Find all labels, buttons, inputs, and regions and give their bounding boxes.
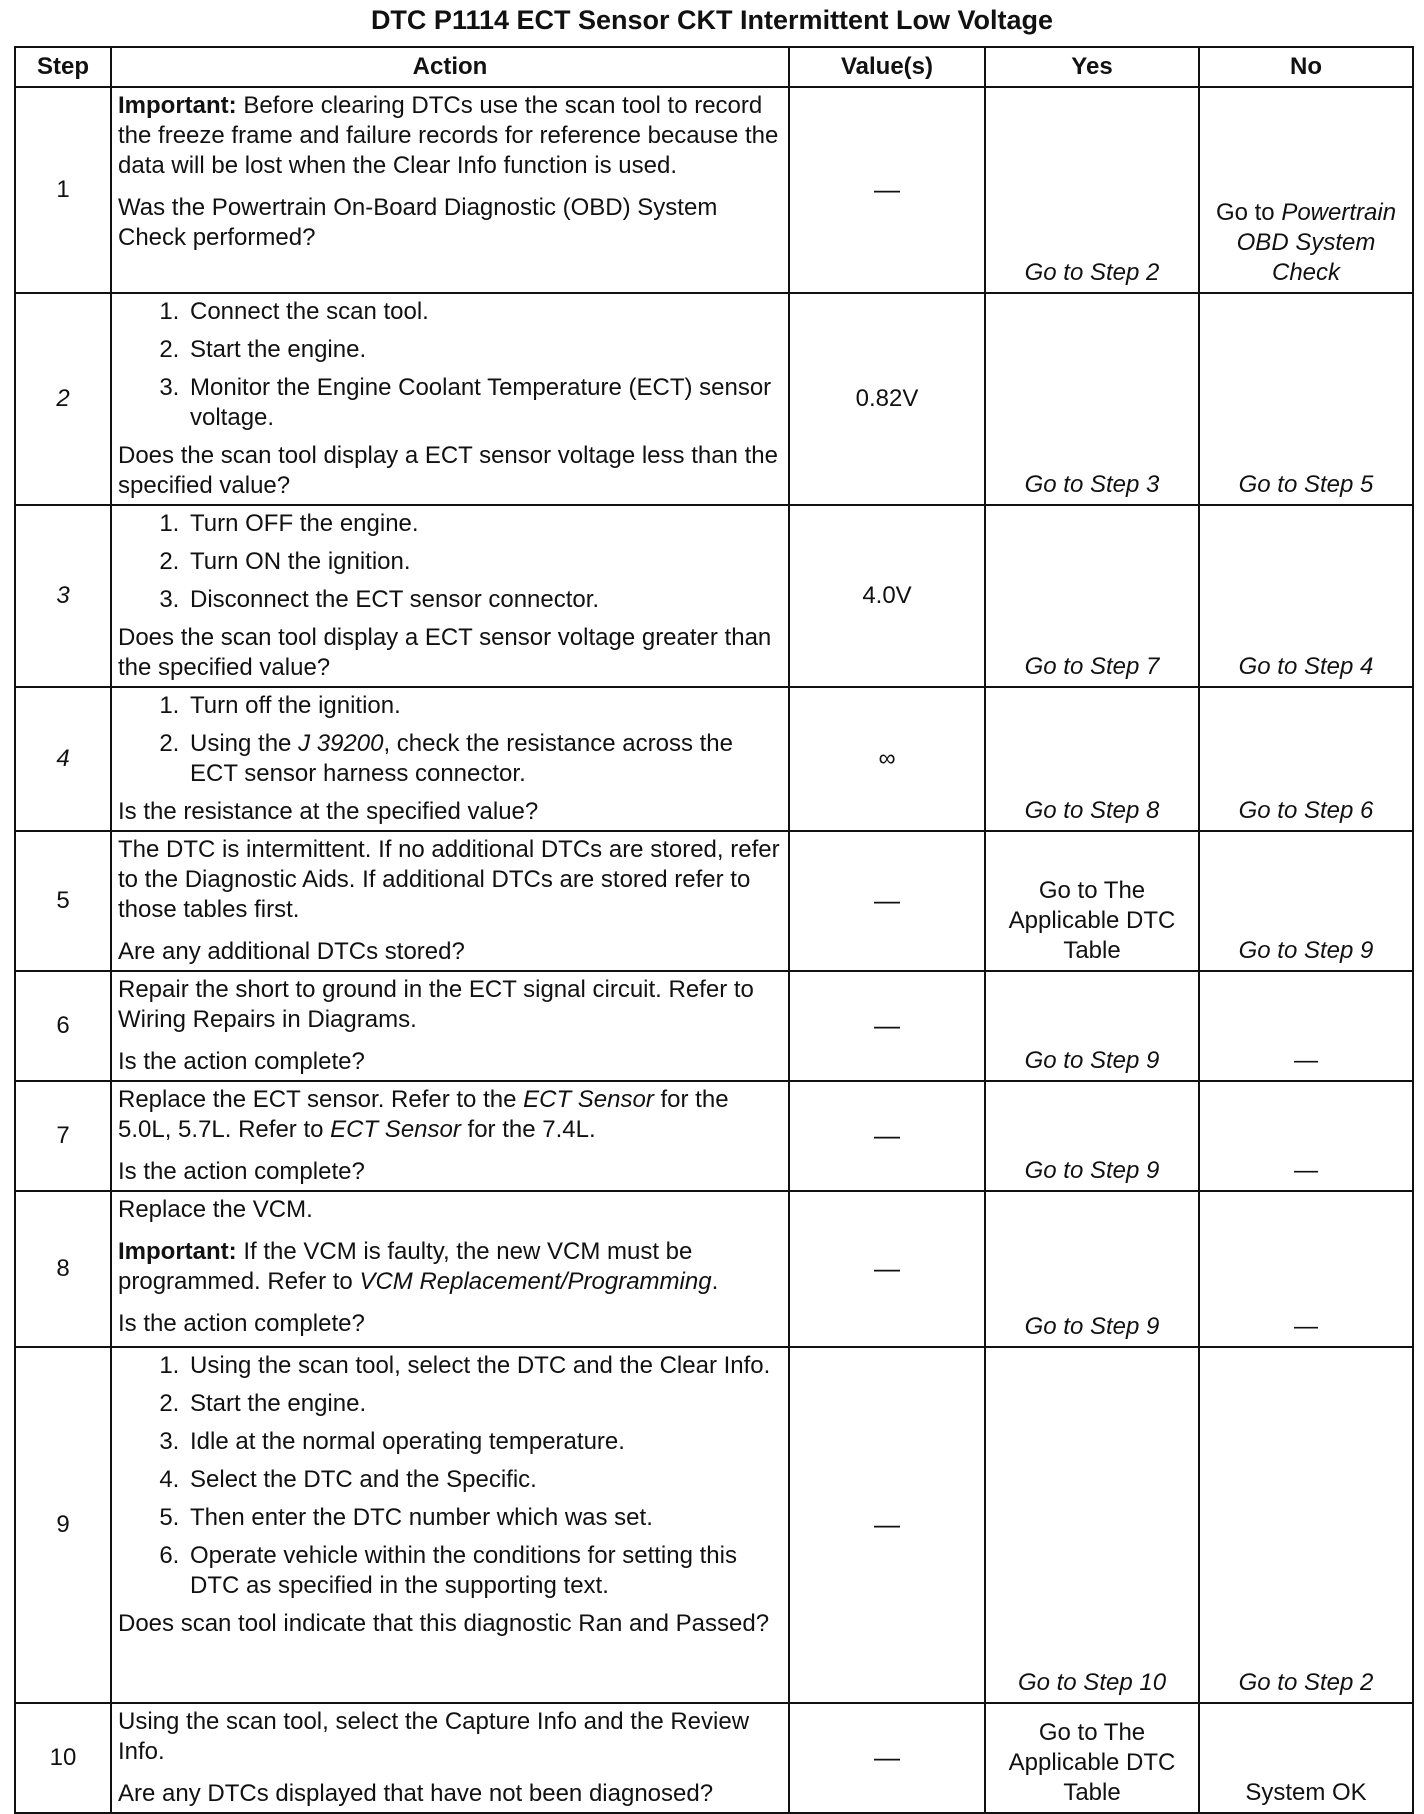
no-cell: —: [1199, 1081, 1413, 1191]
list-item: 1. Turn off the ignition.: [186, 691, 782, 721]
table-row: [15, 831, 1413, 971]
value-cell: —: [789, 1081, 985, 1191]
question-text: Is the action complete?: [118, 1158, 365, 1185]
action-cell: [111, 505, 789, 687]
value-cell: —: [789, 831, 985, 971]
step-number: 10: [15, 1703, 111, 1813]
step-list: [118, 1351, 782, 1601]
tool-reference: J 39200: [298, 730, 384, 757]
yes-link[interactable]: Go to Step 9: [985, 1191, 1199, 1347]
no-link[interactable]: Go to Step 5: [1199, 293, 1413, 505]
header-yes: Yes: [985, 47, 1199, 87]
no-link[interactable]: Go to Step 4: [1199, 505, 1413, 687]
step-list: [118, 297, 782, 433]
table-row: [15, 1191, 1413, 1347]
yes-link[interactable]: Go to The Applicable DTC Table: [985, 831, 1199, 971]
table-row: [15, 1347, 1413, 1703]
question-text: Does the scan tool display a ECT sensor voltage greater than the specified value?: [118, 624, 772, 681]
doc-link[interactable]: VCM Replacement/Programming: [359, 1268, 712, 1295]
value-cell: —: [789, 87, 985, 293]
no-cell: —: [1199, 1191, 1413, 1347]
yes-link[interactable]: Go to The Applicable DTC Table: [985, 1703, 1199, 1813]
value-cell: —: [789, 1703, 985, 1813]
yes-link[interactable]: Go to Step 2: [985, 87, 1199, 293]
table-row: [15, 1081, 1413, 1191]
no-link[interactable]: Go to Step 9: [1199, 831, 1413, 971]
action-cell: [111, 971, 789, 1081]
list-item: 2. Start the engine.: [186, 1389, 782, 1419]
no-link[interactable]: Go to Powertrain OBD System Check: [1199, 87, 1413, 293]
doc-link[interactable]: ECT Sensor: [330, 1116, 461, 1143]
action-text: Using the scan tool, select the Capture Info and the Review Info.: [118, 1708, 750, 1765]
list-item: 6. Operate vehicle within the conditions for setting this DTC as specified in the supporting text.: [186, 1541, 782, 1601]
question-text: Does the scan tool display a ECT sensor voltage less than the specified value?: [118, 442, 778, 499]
yes-link[interactable]: Go to Step 3: [985, 293, 1199, 505]
header-values: Value(s): [789, 47, 985, 87]
step-list: [118, 691, 782, 789]
value-cell: 4.0V: [789, 505, 985, 687]
table-row: [15, 971, 1413, 1081]
step-number: 1: [15, 87, 111, 293]
header-action: Action: [111, 47, 789, 87]
no-cell: System OK: [1199, 1703, 1413, 1813]
step-number: 8: [15, 1191, 111, 1347]
diagnostic-table: [14, 46, 1414, 1814]
table-header-row: [15, 47, 1413, 87]
table-row: [15, 687, 1413, 831]
yes-link[interactable]: Go to Step 8: [985, 687, 1199, 831]
yes-link[interactable]: Go to Step 9: [985, 971, 1199, 1081]
action-cell: [111, 831, 789, 971]
step-number: 3: [15, 505, 111, 687]
value-cell: 0.82V: [789, 293, 985, 505]
table-row: [15, 505, 1413, 687]
action-text: The DTC is intermittent. If no additional DTCs are stored, refer to the Diagnostic Aids. If additional DTCs are stored refer to those tables first.: [118, 836, 780, 923]
list-item: 2. Turn ON the ignition.: [186, 547, 782, 577]
step-number: 2: [15, 293, 111, 505]
action-cell: [111, 293, 789, 505]
step-number: 6: [15, 971, 111, 1081]
list-item: 3. Disconnect the ECT sensor connector.: [186, 585, 782, 615]
table-row: [15, 87, 1413, 293]
action-cell: [111, 687, 789, 831]
question-text: Are any additional DTCs stored?: [118, 938, 465, 965]
step-number: 5: [15, 831, 111, 971]
value-cell: —: [789, 1347, 985, 1703]
action-cell: [111, 1191, 789, 1347]
action-text: Replace the ECT sensor. Refer to the ECT Sensor for the 5.0L, 5.7L. Refer to ECT Sensor for the 7.4L.: [118, 1086, 729, 1143]
no-cell: —: [1199, 971, 1413, 1081]
list-item: 3. Idle at the normal operating temperature.: [186, 1427, 782, 1457]
value-cell: [789, 687, 985, 831]
page-title: DTC P1114 ECT Sensor CKT Intermittent Low Voltage: [370, 5, 1054, 35]
action-text: Replace the VCM.: [118, 1196, 313, 1223]
table-row: [15, 1703, 1413, 1813]
list-item: 2. Using the J 39200, check the resistance across the ECT sensor harness connector.: [186, 729, 782, 789]
step-number: 4: [15, 687, 111, 831]
list-item: 5. Then enter the DTC number which was set.: [186, 1503, 782, 1533]
list-item: 2. Start the engine.: [186, 335, 782, 365]
doc-link[interactable]: ECT Sensor: [523, 1086, 654, 1113]
header-step: Step: [15, 47, 111, 87]
no-link[interactable]: Go to Step 2: [1199, 1347, 1413, 1703]
list-item: 4. Select the DTC and the Specific.: [186, 1465, 782, 1495]
header-no: No: [1199, 47, 1413, 87]
step-number: 9: [15, 1347, 111, 1703]
value-cell: —: [789, 971, 985, 1081]
action-cell: [111, 1703, 789, 1813]
action-cell: [111, 1081, 789, 1191]
infinity-symbol: ∞: [878, 745, 896, 772]
list-item: 1. Turn OFF the engine.: [186, 509, 782, 539]
question-text: Are any DTCs displayed that have not been diagnosed?: [118, 1780, 714, 1807]
yes-link[interactable]: Go to Step 10: [985, 1347, 1199, 1703]
question-text: Does scan tool indicate that this diagnostic Ran and Passed?: [118, 1610, 770, 1637]
question-text: Is the resistance at the specified value?: [118, 798, 539, 825]
step-number: 7: [15, 1081, 111, 1191]
important-note: Important: If the VCM is faulty, the new VCM must be programmed. Refer to VCM Replacement/Programming.: [118, 1238, 719, 1295]
important-note: Important: Before clearing DTCs use the scan tool to record the freeze frame and failure records for reference because the data will be lost when the Clear Info function is used.: [118, 92, 779, 179]
action-text: Repair the short to ground in the ECT signal circuit. Refer to Wiring Repairs in Diagrams.: [118, 976, 754, 1033]
action-cell: [111, 1347, 789, 1703]
yes-link[interactable]: Go to Step 7: [985, 505, 1199, 687]
list-item: 3. Monitor the Engine Coolant Temperature (ECT) sensor voltage.: [186, 373, 782, 433]
question-text: Was the Powertrain On-Board Diagnostic (OBD) System Check performed?: [118, 194, 718, 251]
action-cell: [111, 87, 789, 293]
question-text: Is the action complete?: [118, 1310, 365, 1337]
step-list: [118, 509, 782, 615]
no-link[interactable]: Go to Step 6: [1199, 687, 1413, 831]
table-row: [15, 293, 1413, 505]
value-cell: —: [789, 1191, 985, 1347]
list-item: 1. Connect the scan tool.: [186, 297, 782, 327]
yes-link[interactable]: Go to Step 9: [985, 1081, 1199, 1191]
list-item: 1. Using the scan tool, select the DTC and the Clear Info.: [186, 1351, 782, 1381]
question-text: Is the action complete?: [118, 1048, 365, 1075]
